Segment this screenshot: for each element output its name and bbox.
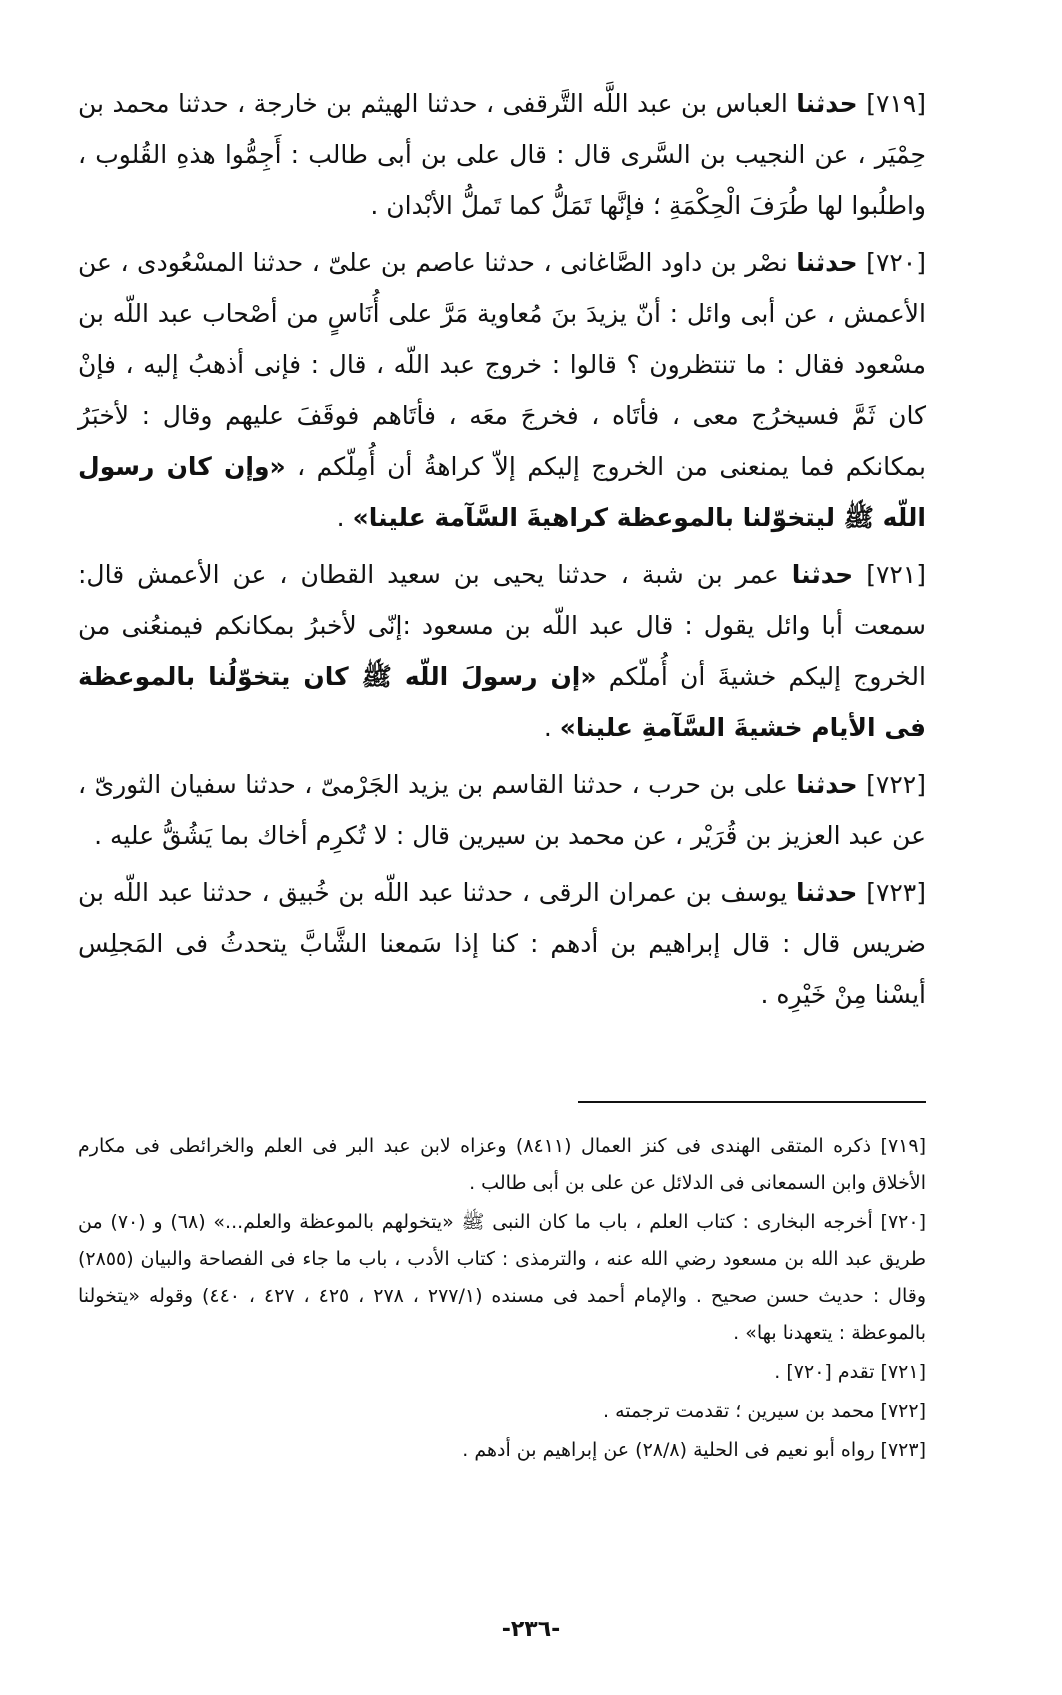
hadith-paragraph-720 <box>78 237 926 543</box>
paragraph-lead: حدثنا <box>791 560 854 589</box>
paragraph-emphasis: «إن رسولَ اللّه ﷺ كان يتخوّلُنا بالموعظة فى الأيام خشيةَ السَّآمةِ علينا» <box>78 662 926 742</box>
footnote-divider <box>578 1101 926 1103</box>
main-text <box>78 78 926 1026</box>
paragraph-body: على بن حرب ، حدثنا القاسم بن يزيد الجَرْمىّ ، حدثنا سفيان الثورىّ ، عن عبد العزيز بن قُرَيْر ، عن محمد بن سيرين قال : لا تُكرِم أخاك بما يَشُقُّ عليه . <box>78 770 926 850</box>
paragraph-body: العباس بن عبد اللَّه التَّرقفى ، حدثنا الهيثم بن خارجة ، حدثنا محمد بن حِمْيَر ، عن النجيب بن السَّرى قال : قال على بن أبى طالب : أَجِمُّوا هذهِ القُلوب ، واطلُبوا لها طُرَفَ الْحِكْمَةِ ؛ فإنَّها تَمَلُّ كما تَملُّ الأبْدان . <box>78 89 926 220</box>
footnote-720: [٧٢٠] أخرجه البخارى : كتاب العلم ، باب ما كان النبى ﷺ «يتخولهم بالموعظة والعلم...» (٦٨) و (٧٠) من طريق عبد الله بن مسعود رضي الله عنه ، والترمذى : كتاب الأدب ، باب ما جاء فى الفصاحة والبيان (٢٨٥٥) وقال : حديث حسن صحيح . والإمام أحمد فى مسنده (٢٧٧/١ ، ٢٧٨ ، ٤٢٥ ، ٤٢٧ ، ٤٤٠) وقوله «يتخولنا بالموعظة : يتعهدنا بها» . <box>78 1211 927 1344</box>
paragraph-number: [٧٢٢] <box>866 770 926 799</box>
paragraph-body: نصْر بن داود الصَّاغانى ، حدثنا عاصم بن علىّ ، حدثنا المسْعُودى ، عن الأعمش ، عن أبى وائل : أنّ يزيدَ بنَ مُعاوية مَرَّ على أُنَاسٍ من أصْحاب عبد اللّه بن مسْعود فقال : ما تنتظرون ؟ قالوا : خروج عبد اللّه ، قال : فإنى أذهبُ إليه ، فإنْ كان ثَمَّ فسيخرُج معى ، فأتَاه ، فخرجَ معَه ، فأتَاهم فوقَفَ عليهم وقال : لأخبَرُ بمكانكم فما يمنعنى من الخروج إليكم إلاّ كراهةُ أن أُمِلّكم ، <box>78 248 926 481</box>
paragraph-body: عمر بن شبة ، حدثنا يحيى بن سعيد القطان ، عن الأعمش قال: سمعت أبا وائل يقول : قال عبد اللّه بن مسعود :إنّى لأخبرُ بمكانكم فيمنعُنى من الخروج إليكم خشيةَ أن أُملّكم <box>78 560 926 691</box>
footnote-722: [٧٢٢] محمد بن سيرين ؛ تقدمت ترجمته . <box>603 1400 926 1422</box>
paragraph-number: [٧٢١] <box>866 560 927 589</box>
paragraph-tail: . <box>543 713 552 742</box>
hadith-paragraph-719 <box>78 78 926 231</box>
hadith-paragraph-721 <box>78 549 926 753</box>
paragraph-body: يوسف بن عمران الرقى ، حدثنا عبد اللّه بن خُبيق ، حدثنا عبد اللّه بن ضريس قال : قال إبراهيم بن أدهم : كنا إذا سَمعنا الشَّابَّ يتحدثُ فى المَجلِس أيسْنا مِنْ خَيْرِه . <box>78 878 926 1009</box>
hadith-paragraph-722 <box>78 759 926 861</box>
paragraph-number: [٧٢٠] <box>866 248 926 277</box>
footnote-721: [٧٢١] تقدم [٧٢٠] . <box>774 1361 926 1383</box>
hadith-paragraph-723 <box>78 867 926 1020</box>
footnotes <box>78 1128 926 1471</box>
paragraph-tail: . <box>336 503 345 532</box>
paragraph-number: [٧١٩] <box>866 89 927 118</box>
paragraph-lead: حدثنا <box>796 89 858 118</box>
paragraph-emphasis: «وإن كان رسول اللّه ﷺ ليتخوّلنا بالموعظة كراهيةَ السَّآمة علينا» <box>78 452 926 532</box>
footnote-723: [٧٢٣] رواه أبو نعيم فى الحلية (٢٨/٨) عن إبراهيم بن أدهم . <box>462 1439 926 1461</box>
paragraph-number: [٧٢٣] <box>866 878 927 907</box>
paragraph-lead: حدثنا <box>796 248 858 277</box>
paragraph-lead: حدثنا <box>796 770 858 799</box>
page-number: -٢٣٦- <box>501 1617 561 1642</box>
paragraph-lead: حدثنا <box>795 878 858 907</box>
footnote-719: [٧١٩] ذكره المتقى الهندى فى كنز العمال (٨٤١١) وعزاه لابن عبد البر فى العلم والخرائطى فى مكارم الأخلاق وابن السمعانى فى الدلائل عن على بن أبى طالب . <box>78 1135 926 1194</box>
